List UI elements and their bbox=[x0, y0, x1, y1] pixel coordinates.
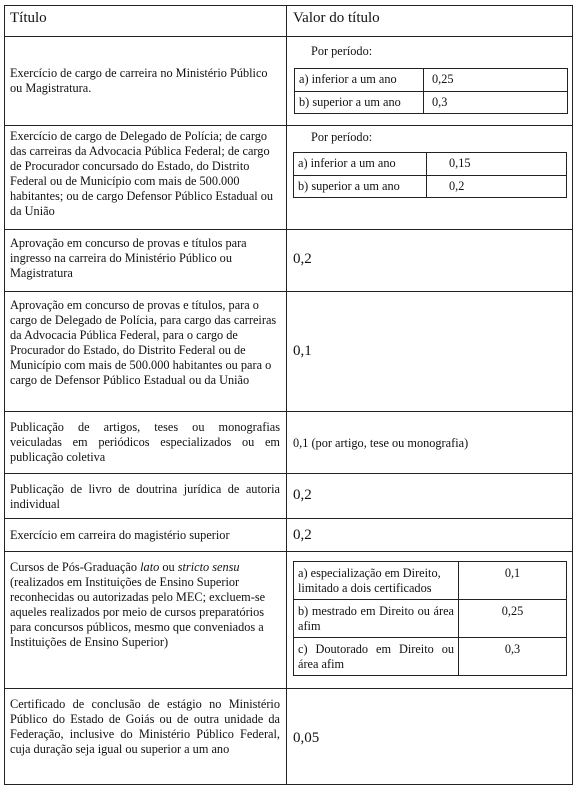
row-8-titulo-italic-stricto: stricto sensu bbox=[177, 560, 240, 574]
row-1-sub-a-value: 0,25 bbox=[424, 69, 568, 92]
row-2-titulo: Exercício de cargo de Delegado de Polícia; de cargo das carreiras da Advocacia Pública Federal; de cargo de Procurador concursado do Estado, do Distrito Federal ou de Município com mais de 500.000 habitantes; ou de cargo Defensor Público Estadual ou da União bbox=[10, 129, 274, 218]
column-divider bbox=[286, 5, 287, 785]
row-5-valor: 0,1 (por artigo, tese ou monografia) bbox=[293, 436, 469, 450]
row-1-por-periodo: Por período: bbox=[311, 44, 373, 58]
row-6-titulo: Publicação de livro de doutrina jurídica de autoria individual bbox=[10, 482, 280, 511]
row-divider bbox=[4, 551, 573, 552]
row-4-valor: 0,1 bbox=[293, 343, 312, 359]
row-3-valor: 0,2 bbox=[293, 251, 312, 267]
row-7-valor: 0,2 bbox=[293, 527, 312, 543]
row-8-sub-a-value: 0,1 bbox=[459, 562, 567, 600]
table-border-bottom bbox=[4, 784, 573, 785]
row-2-subtable bbox=[293, 152, 567, 198]
row-divider bbox=[4, 36, 573, 37]
row-2-sub-a-label: a) inferior a um ano bbox=[294, 153, 427, 176]
row-6-valor: 0,2 bbox=[293, 487, 312, 503]
row-2-sub-b-label: b) superior a um ano bbox=[294, 175, 427, 198]
row-divider bbox=[4, 125, 573, 126]
row-8-sub-b-label: b) mestrado em Direito ou área afim bbox=[294, 600, 459, 638]
row-4-titulo: Aprovação em concurso de provas e títulos, para o cargo de Delegado de Polícia, para cargo das carreiras da Advocacia Pública Federal, para o cargo de Procurador do Estado, do Distrito Federal ou de Município com mais de 500.000 habitantes ou para o cargo de Defensor Público Estadual ou da União bbox=[10, 298, 277, 387]
row-3-titulo: Aprovação em concurso de provas e títulos para ingresso na carreira do Ministério Público ou Magistratura bbox=[10, 236, 247, 280]
header-titulo: Título bbox=[10, 10, 47, 26]
row-8-titulo bbox=[10, 560, 282, 650]
row-1-subtable bbox=[294, 68, 568, 114]
row-divider bbox=[4, 291, 573, 292]
table-border-left bbox=[4, 5, 5, 785]
row-8-sub-c-value: 0,3 bbox=[459, 638, 567, 676]
row-divider bbox=[4, 688, 573, 689]
row-8-titulo-italic-lato: lato bbox=[140, 560, 160, 574]
row-9-valor: 0,05 bbox=[293, 730, 320, 746]
row-2-sub-b-value: 0,2 bbox=[427, 175, 567, 198]
row-8-titulo-suffix: (realizados em Instituições de Ensino Superior reconhecidas ou autorizadas pelo MEC; excluem-se aqueles realizados por meio de cursos preparatórios para concursos públicos, mesmo que conveniados a Instituições de Ensino Superior) bbox=[10, 575, 266, 649]
row-1-sub-b-value: 0,3 bbox=[424, 91, 568, 114]
table-border-right bbox=[572, 5, 573, 785]
row-8-subtable bbox=[293, 561, 567, 676]
row-8-sub-a-label: a) especialização em Direito, limitado a dois certificados bbox=[294, 562, 459, 600]
row-8-titulo-prefix: Cursos de Pós-Graduação bbox=[10, 560, 141, 574]
row-8-sub-b-value: 0,25 bbox=[459, 600, 567, 638]
row-5-titulo: Publicação de artigos, teses ou monografias veiculadas em periódicos especializados ou em publicação coletiva bbox=[10, 420, 280, 464]
row-9-titulo: Certificado de conclusão de estágio no Ministério Público do Estado de Goiás ou de outra unidade da Federação, inclusive do Ministério Público Federal, cuja duração seja igual ou superior a um ano bbox=[10, 697, 280, 756]
table-border-top bbox=[4, 5, 573, 6]
row-1-sub-a-label: a) inferior a um ano bbox=[295, 69, 424, 92]
row-1-titulo: Exercício de cargo de carreira no Ministério Público ou Magistratura. bbox=[10, 66, 268, 95]
header-valor: Valor do título bbox=[293, 10, 380, 26]
row-divider bbox=[4, 473, 573, 474]
row-2-sub-a-value: 0,15 bbox=[427, 153, 567, 176]
row-1-sub-b-label: b) superior a um ano bbox=[295, 91, 424, 114]
row-8-sub-c-label: c) Doutorado em Direito ou área afim bbox=[294, 638, 459, 676]
row-divider bbox=[4, 411, 573, 412]
row-2-por-periodo: Por período: bbox=[311, 130, 373, 144]
row-7-titulo: Exercício em carreira do magistério superior bbox=[10, 528, 230, 542]
row-8-titulo-mid: ou bbox=[159, 560, 178, 574]
row-divider bbox=[4, 229, 573, 230]
row-divider bbox=[4, 518, 573, 519]
